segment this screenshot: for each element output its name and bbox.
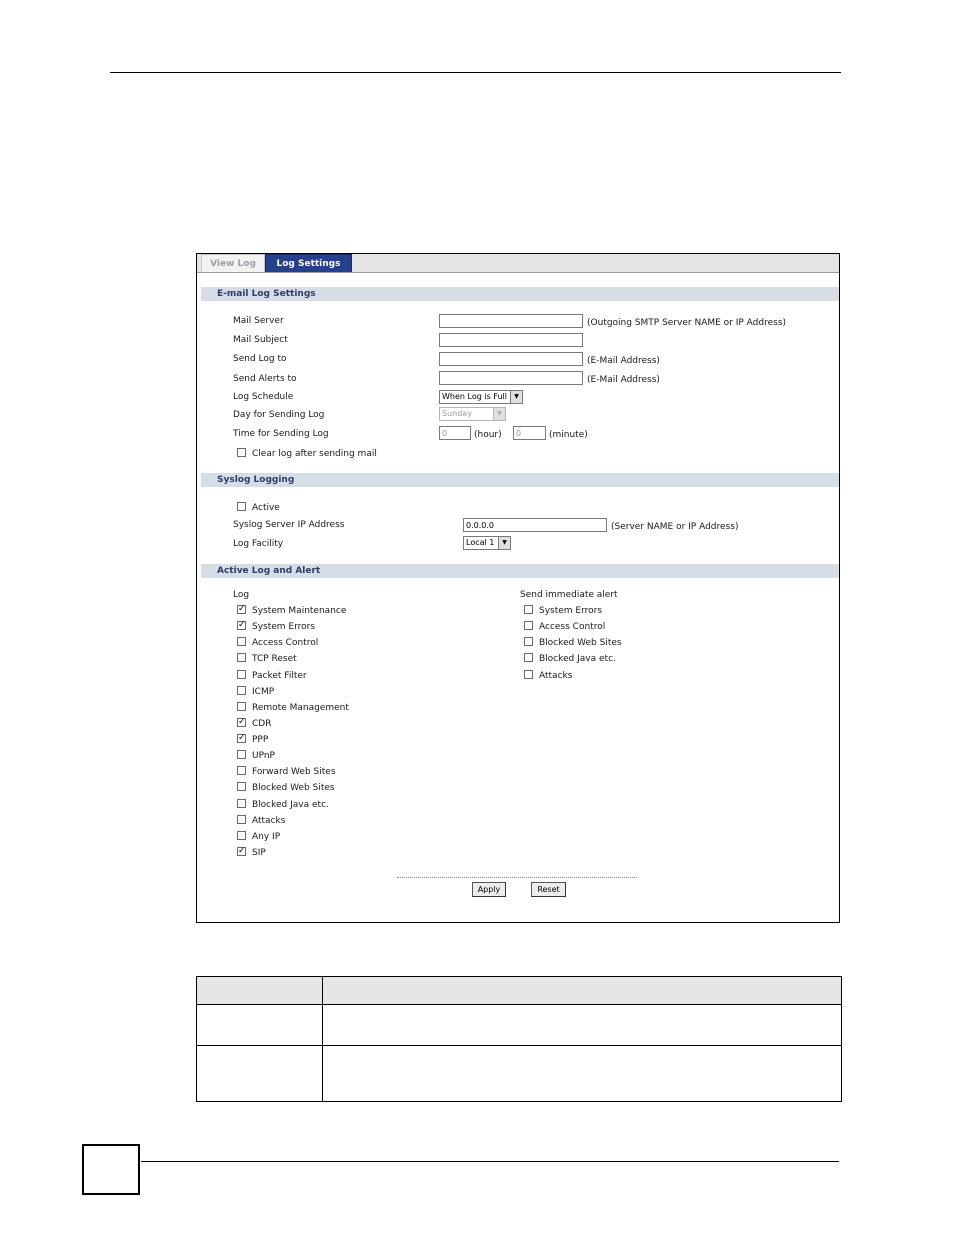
send-alerts-to-hint: (E-Mail Address) xyxy=(587,375,660,385)
alert-item-label: Blocked Web Sites xyxy=(539,638,622,649)
day-for-sending-select[interactable] xyxy=(439,407,506,421)
syslog-server-hint: (Server NAME or IP Address) xyxy=(611,522,739,532)
alert-item-label: Attacks xyxy=(539,670,573,681)
divider xyxy=(397,877,637,878)
mail-subject-input[interactable] xyxy=(439,333,583,347)
log-item-label: CDR xyxy=(252,718,272,729)
log-item-checkbox[interactable] xyxy=(237,815,246,824)
minute-input[interactable] xyxy=(513,426,546,440)
log-item-label: ICMP xyxy=(252,686,275,697)
tab-log-settings[interactable]: Log Settings xyxy=(265,254,352,272)
alert-item-label: Access Control xyxy=(539,622,606,633)
log-item-checkbox[interactable]: ✓ xyxy=(238,716,246,727)
table-cell xyxy=(323,1046,842,1102)
log-schedule-value: When Log is Full xyxy=(442,392,507,401)
table-header-cell xyxy=(323,977,842,1005)
log-item-checkbox[interactable] xyxy=(237,670,246,679)
log-facility-select[interactable] xyxy=(463,536,511,550)
send-alerts-to-input[interactable] xyxy=(439,371,583,385)
time-for-sending-label: Time for Sending Log xyxy=(233,429,329,439)
chevron-down-icon[interactable]: ▼ xyxy=(498,537,510,549)
log-item-label: UPnP xyxy=(252,751,275,762)
alert-item-checkbox[interactable] xyxy=(524,605,533,614)
log-item-label: SIP xyxy=(252,847,266,858)
alert-item-label: System Errors xyxy=(539,606,603,616)
log-facility-label: Log Facility xyxy=(233,539,284,549)
log-item-label: Forward Web Sites xyxy=(252,767,336,778)
syslog-server-input[interactable] xyxy=(463,518,607,532)
log-schedule-select[interactable] xyxy=(439,390,523,404)
reset-button[interactable]: Reset xyxy=(531,882,566,897)
log-item-label: Blocked Java etc. xyxy=(252,799,329,810)
log-item-label: System Errors xyxy=(252,622,316,633)
log-item-label: Blocked Web Sites xyxy=(252,783,335,794)
day-for-sending-label: Day for Sending Log xyxy=(233,410,325,420)
tab-bar xyxy=(197,254,839,273)
minute-hint: (minute) xyxy=(549,430,588,440)
log-item-label: Any IP xyxy=(252,831,281,842)
syslog-active-checkbox[interactable] xyxy=(237,502,246,511)
alert-column-header: Send immediate alert xyxy=(520,590,618,600)
header-rule xyxy=(110,72,841,73)
log-settings-panel xyxy=(196,253,840,923)
log-item-checkbox[interactable] xyxy=(237,831,246,840)
alert-item-checkbox[interactable] xyxy=(524,621,533,630)
log-item-checkbox[interactable] xyxy=(237,653,246,662)
mail-server-hint: (Outgoing SMTP Server NAME or IP Address) xyxy=(587,318,787,328)
log-item-label: System Maintenance xyxy=(252,606,347,616)
send-log-to-input[interactable] xyxy=(439,352,583,366)
log-item-label: Packet Filter xyxy=(252,670,307,681)
alert-item-checkbox[interactable] xyxy=(524,670,533,679)
log-item-label: Attacks xyxy=(252,815,286,826)
syslog-active-label: Active xyxy=(252,503,280,513)
apply-button[interactable]: Apply xyxy=(472,882,506,897)
alert-item-label: Blocked Java etc. xyxy=(539,654,616,665)
log-facility-value: Local 1 xyxy=(466,538,495,547)
log-item-checkbox[interactable] xyxy=(237,750,246,759)
table-row xyxy=(197,1005,842,1046)
send-alerts-to-label: Send Alerts to xyxy=(233,374,297,384)
table-header-row xyxy=(197,977,842,1005)
table-cell xyxy=(197,1005,323,1046)
log-item-checkbox[interactable] xyxy=(237,782,246,791)
log-item-checkbox[interactable] xyxy=(237,766,246,775)
log-item-label: Access Control xyxy=(252,638,319,649)
description-table xyxy=(196,976,842,1102)
log-item-checkbox[interactable] xyxy=(237,799,246,808)
alert-item-checkbox[interactable] xyxy=(524,637,533,646)
log-item-label: TCP Reset xyxy=(252,654,297,665)
log-item-checkbox[interactable]: ✓ xyxy=(238,733,246,744)
mail-server-input[interactable] xyxy=(439,314,583,328)
section-active-log-alert: Active Log and Alert xyxy=(201,564,839,578)
log-item-checkbox[interactable] xyxy=(237,702,246,711)
hour-hint: (hour) xyxy=(474,430,502,440)
log-item-checkbox[interactable] xyxy=(237,637,246,646)
chevron-down-icon[interactable]: ▼ xyxy=(510,391,522,403)
clear-log-label: Clear log after sending mail xyxy=(252,449,377,459)
send-log-to-hint: (E-Mail Address) xyxy=(587,356,660,366)
log-schedule-label: Log Schedule xyxy=(233,392,294,402)
day-for-sending-value: Sunday xyxy=(442,409,472,418)
table-row xyxy=(197,1046,842,1102)
table-cell xyxy=(323,1005,842,1046)
log-item-checkbox[interactable] xyxy=(237,686,246,695)
section-syslog-logging: Syslog Logging xyxy=(201,473,839,487)
table-cell xyxy=(197,1046,323,1102)
chevron-down-icon[interactable]: ▼ xyxy=(493,408,505,420)
section-email-log-settings: E-mail Log Settings xyxy=(201,287,839,301)
log-item-label: PPP xyxy=(252,735,269,746)
table-header-cell xyxy=(197,977,323,1005)
log-item-checkbox[interactable]: ✓ xyxy=(238,604,246,614)
mail-subject-label: Mail Subject xyxy=(233,335,288,345)
page-number-box xyxy=(82,1144,140,1195)
log-item-label: Remote Management xyxy=(252,702,349,713)
alert-item-checkbox[interactable] xyxy=(524,653,533,662)
send-log-to-label: Send Log to xyxy=(233,354,287,364)
clear-log-checkbox[interactable] xyxy=(237,448,246,457)
log-item-checkbox[interactable]: ✓ xyxy=(238,845,246,856)
hour-input[interactable] xyxy=(439,426,471,440)
syslog-server-label: Syslog Server IP Address xyxy=(233,520,345,530)
mail-server-label: Mail Server xyxy=(233,316,284,326)
log-item-checkbox[interactable]: ✓ xyxy=(238,620,246,631)
log-column-header: Log xyxy=(233,590,250,600)
tab-view-log[interactable]: View Log xyxy=(201,254,265,272)
footer-rule xyxy=(141,1161,839,1162)
